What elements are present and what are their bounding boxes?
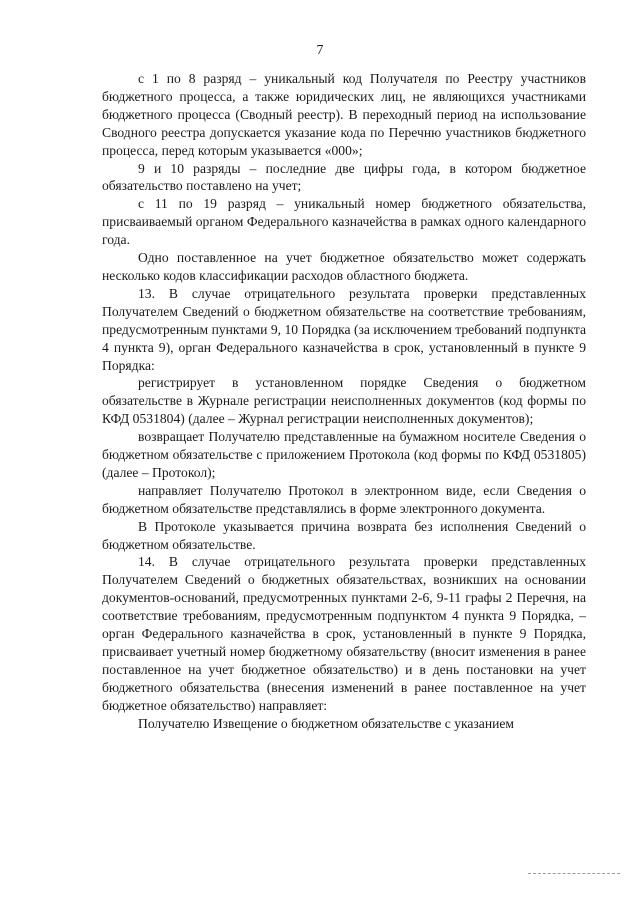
paragraph-returns: возвращает Получателю представленные на бумажном носителе Сведения о бюджетном обязательстве с приложением Протокола (код формы по КФД 0531805) (далее – Протокол); <box>102 429 586 480</box>
paragraph-notice: Получателю Извещение о бюджетном обязательстве с указанием <box>138 715 515 731</box>
paragraph-item-13: 13. В случае отрицательного результата проверки представленных Получателем Сведений о бюджетном обязательстве на соответствие требованиям, предусмотренным пунктами 9, 10 Порядка (за исключением требований подпункта 4 пункта 9), орган Федерального казначейства в срок, установленный в пункте 9 Порядка: <box>102 285 586 373</box>
page-number: 7 <box>316 42 324 57</box>
paragraph-registers: регистрирует в установленном порядке Сведения о бюджетном обязательстве в Журнале регистрации неисполненных документов (код формы по КФД 0531804) (далее – Журнал регистрации неисполненных документов); <box>102 375 586 427</box>
paragraph-protocol-reason: В Протоколе указывается причина возврата без исполнения Сведений о бюджетном обязательстве. <box>102 518 586 552</box>
footer-divider <box>528 873 620 874</box>
document-body <box>102 70 586 733</box>
paragraph-digits-11-19: с 11 по 19 разряд – уникальный номер бюджетного обязательства, присваиваемый органом Федерального казначейства в рамках одного календарного года. <box>102 196 586 248</box>
paragraph-digits-1-8: с 1 по 8 разряд – уникальный код Получателя по Реестру участников бюджетного процесса, а также юридических лиц, не являющихся участниками бюджетного процесса (Сводный реестр). В переходный период на использование Сводного реестра допускается указание кода по Перечню участников бюджетного процесса, перед которым указывается «000»; <box>102 71 586 158</box>
paragraph-digits-9-10: 9 и 10 разряды – последние две цифры года, в котором бюджетное обязательство поставлено на учет; <box>102 160 586 194</box>
paragraph-classification-codes: Одно поставленное на учет бюджетное обязательство может содержать несколько кодов классификации расходов областного бюджета. <box>102 250 586 283</box>
paragraph-sends-protocol: направляет Получателю Протокол в электронном виде, если Сведения о бюджетном обязательстве представлялись в форме электронного документа. <box>102 482 586 516</box>
paragraph-item-14: 14. В случае отрицательного результата проверки представленных Получателем Сведений о бюджетных обязательствах, возникших на основании документов-оснований, предусмотренных пунктами 2-6, 9-11 графы 2 Перечня, на соответствие требованиям, предусмотренным подпунктом 4 пункта 9 Порядка, – орган Федерального казначейства в срок, установленный в пункте 9 Порядка, присваивает учетный номер бюджетному обязательству (вносит изменения в ранее поставленное на учет бюджетное обязательство) и в день постановки на учет бюджетного обязательства (внесения изменений в ранее поставленное на учет бюджетное обязательство) направляет: <box>102 554 586 713</box>
